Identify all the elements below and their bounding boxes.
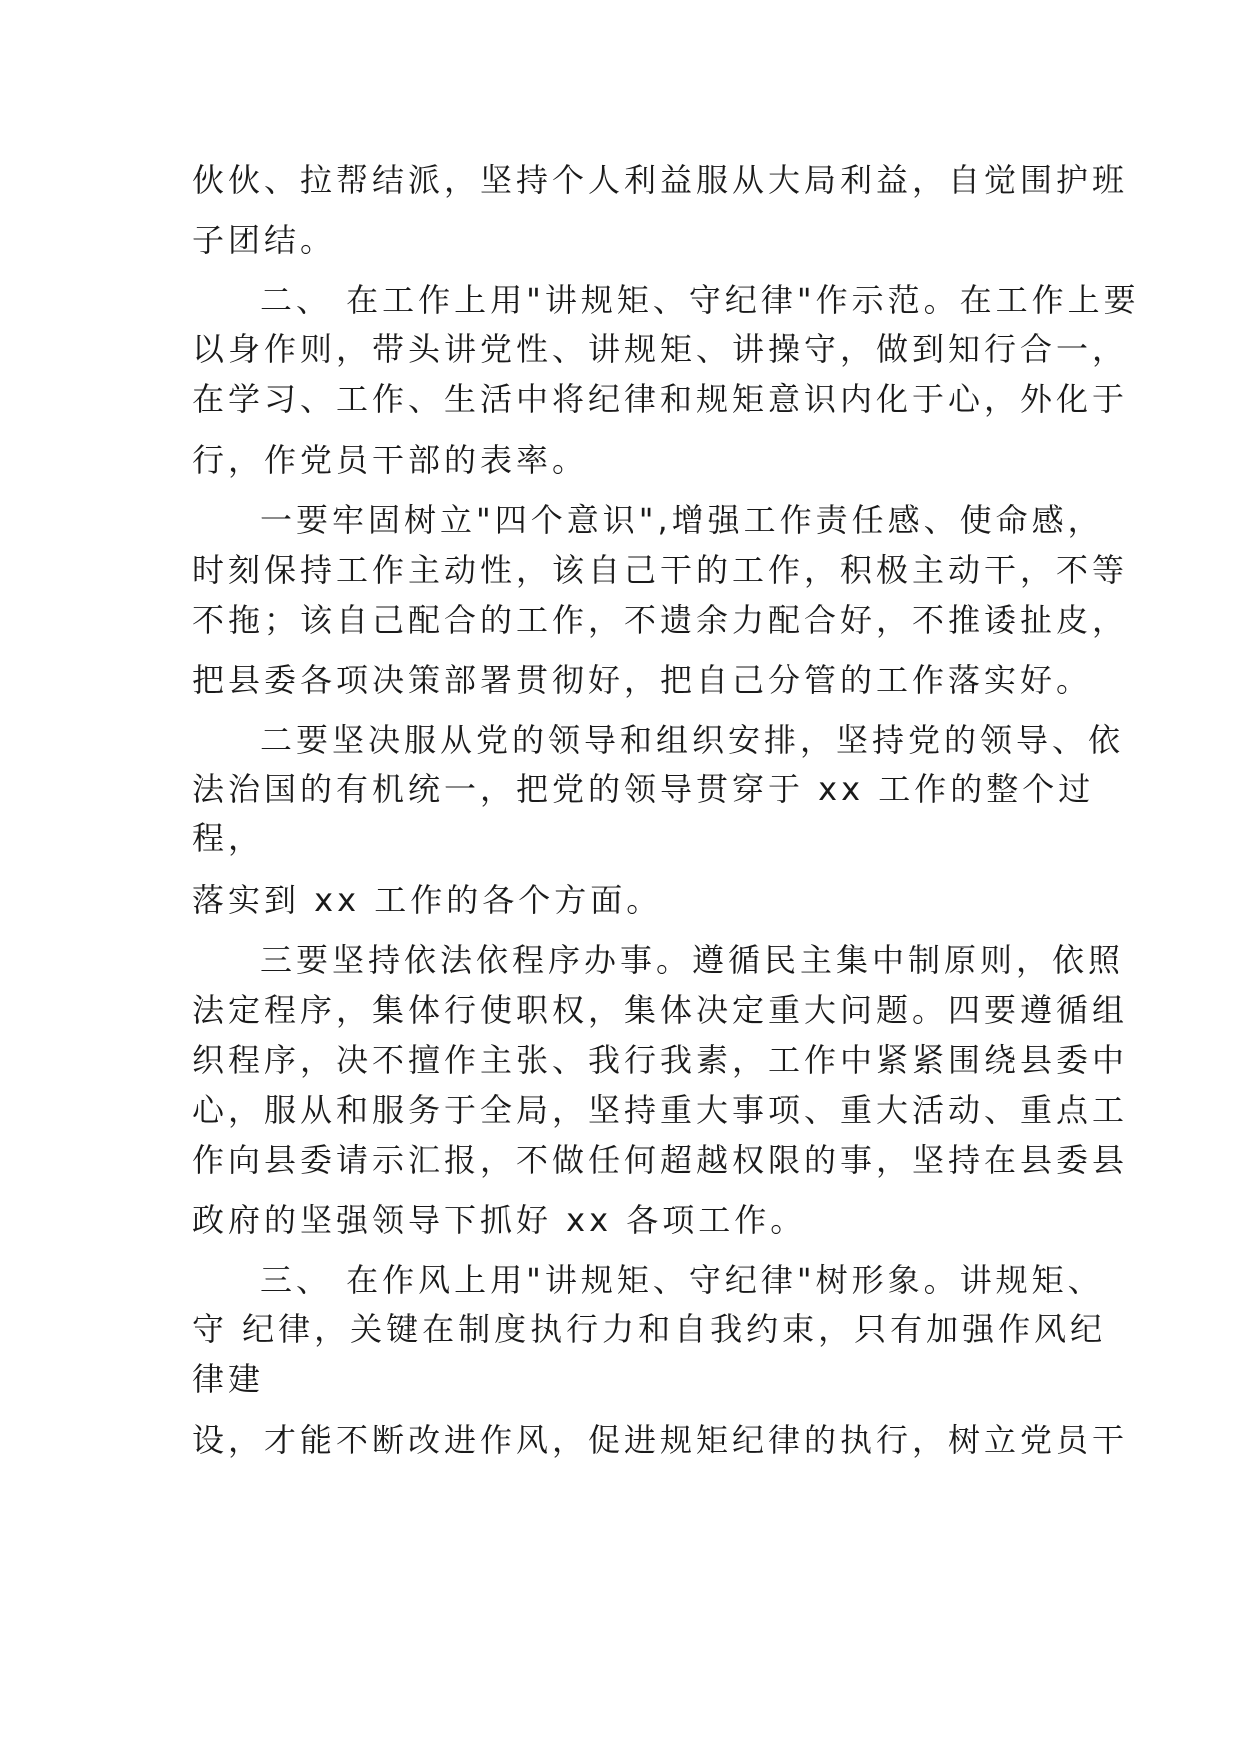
text-line: 落实到 xx 工作的各个方面。 — [192, 881, 663, 919]
paragraph-start: 二要坚决服从党的领导和组织安排，坚持党的领导、依 — [260, 721, 1125, 759]
paragraph-start: 一要牢固树立"四个意识",增强工作责任感、使命感， — [260, 501, 1104, 539]
text-line: 时刻保持工作主动性，该自己干的工作，积极主动干，不等 — [192, 551, 1129, 589]
text-line: 织程序，决不擅作主张、我行我素，工作中紧紧围绕县委中 — [192, 1041, 1129, 1079]
text-line: 政府的坚强领导下抓好 xx 各项工作。 — [192, 1201, 807, 1239]
text-line: 法治国的有机统一，把党的领导贯穿于 xx 工作的整个过 — [192, 770, 1095, 808]
text-line: 在学习、工作、生活中将纪律和规矩意识内化于心，外化于 — [192, 380, 1129, 418]
text-line: 作向县委请示汇报，不做任何超越权限的事，坚持在县委县 — [192, 1141, 1129, 1179]
text-line: 程， — [192, 819, 265, 857]
text-line: 把县委各项决策部署贯彻好，把自己分管的工作落实好。 — [192, 661, 1093, 699]
paragraph-start: 三要坚持依法依程序办事。遵循民主集中制原则，依照 — [260, 941, 1125, 979]
text-line: 心，服从和服务于全局，坚持重大事项、重大活动、重点工 — [192, 1091, 1129, 1129]
section-heading: 二、 在工作上用"讲规矩、守纪律"作示范。在工作上要 — [260, 281, 1140, 319]
text-line: 子团结。 — [192, 221, 337, 259]
text-line: 不拖；该自己配合的工作，不遗余力配合好，不推诿扯皮， — [192, 601, 1129, 639]
text-line: 行，作党员干部的表率。 — [192, 441, 589, 479]
text-line: 律建 — [192, 1360, 265, 1398]
section-heading: 三、 在作风上用"讲规矩、守纪律"树形象。讲规矩、 — [260, 1261, 1104, 1299]
text-line: 以身作则，带头讲党性、讲规矩、讲操守，做到知行合一， — [192, 330, 1129, 368]
text-line: 伙伙、拉帮结派，坚持个人利益服从大局利益，自觉围护班 — [192, 161, 1129, 199]
text-line: 守 纪律，关键在制度执行力和自我约束，只有加强作风纪 — [192, 1310, 1107, 1348]
text-line: 设，才能不断改进作风，促进规矩纪律的执行，树立党员干 — [192, 1421, 1129, 1459]
text-line: 法定程序，集体行使职权，集体决定重大问题。四要遵循组 — [192, 991, 1129, 1029]
